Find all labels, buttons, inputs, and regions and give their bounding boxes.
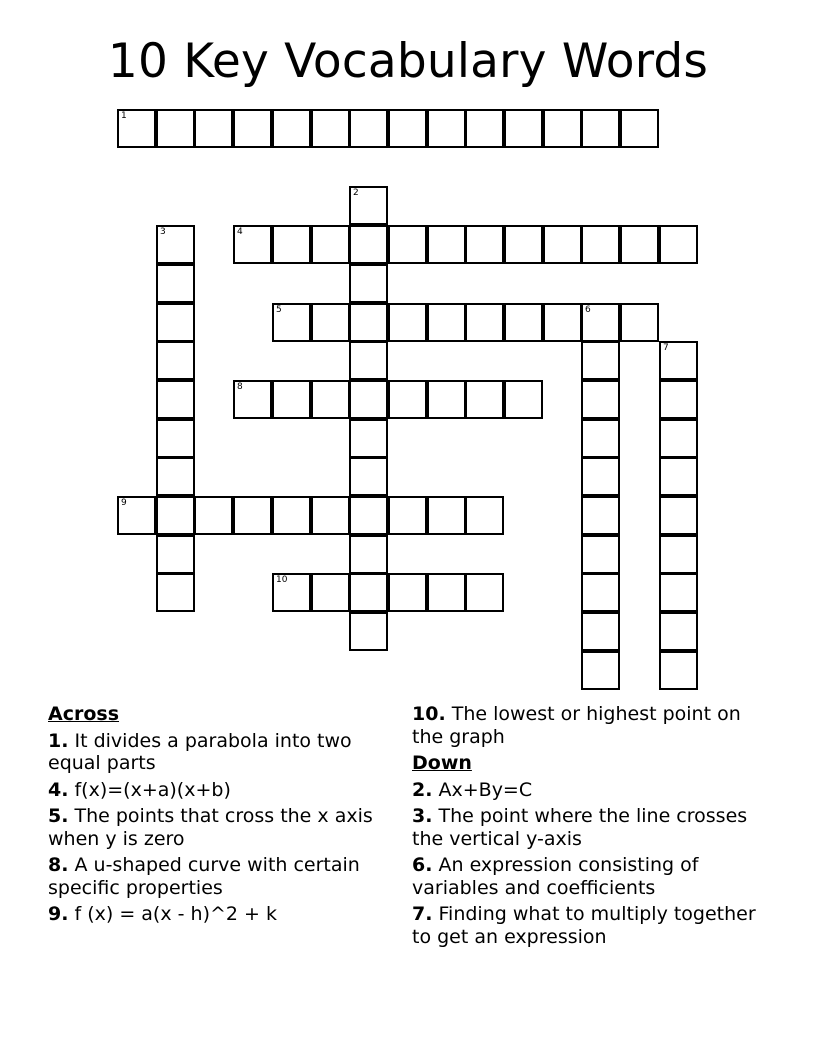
grid-cell[interactable] xyxy=(156,457,195,496)
grid-cell[interactable] xyxy=(156,303,195,342)
clue-number: 3. xyxy=(412,805,433,827)
grid-cell[interactable] xyxy=(659,380,698,419)
grid-cell[interactable] xyxy=(194,109,233,148)
grid-cell[interactable] xyxy=(311,303,350,342)
clue-across-9 xyxy=(48,903,378,926)
clue-text: Finding what to multiply together to get an expression xyxy=(412,903,756,948)
grid-cell[interactable] xyxy=(117,496,156,535)
grid-cell[interactable] xyxy=(543,303,582,342)
clue-text: A u-shaped curve with certain specific properties xyxy=(48,854,360,899)
clue-across-1 xyxy=(48,730,378,775)
grid-cell[interactable] xyxy=(620,225,659,264)
grid-cell[interactable] xyxy=(349,573,388,612)
grid-cell[interactable] xyxy=(272,303,311,342)
cell-number: 2 xyxy=(353,188,359,198)
grid-cell[interactable] xyxy=(156,496,195,535)
grid-cell[interactable] xyxy=(233,109,272,148)
cell-number: 10 xyxy=(276,575,288,585)
grid-cell[interactable] xyxy=(659,651,698,690)
clue-down-7 xyxy=(412,903,772,948)
clue-text: Ax+By=C xyxy=(432,778,533,801)
grid-cell[interactable] xyxy=(233,225,272,264)
grid-cell[interactable] xyxy=(233,496,272,535)
grid-cell[interactable] xyxy=(156,225,195,264)
grid-cell[interactable] xyxy=(156,535,195,574)
clues-column-left xyxy=(48,703,378,930)
grid-cell[interactable] xyxy=(349,496,388,535)
grid-cell[interactable] xyxy=(620,109,659,148)
grid-cell[interactable] xyxy=(311,380,350,419)
grid-cell[interactable] xyxy=(388,380,427,419)
clue-text: The point where the line crosses the vertical y-axis xyxy=(412,805,748,850)
grid-cell[interactable] xyxy=(311,573,350,612)
grid-cell[interactable] xyxy=(581,380,620,419)
clue-number: 5. xyxy=(48,805,69,827)
grid-cell[interactable] xyxy=(349,225,388,264)
cell-number: 1 xyxy=(121,111,127,121)
grid-cell[interactable] xyxy=(659,419,698,458)
grid-cell[interactable] xyxy=(659,225,698,264)
grid-cell[interactable] xyxy=(194,496,233,535)
grid-cell[interactable] xyxy=(427,109,466,148)
grid-cell[interactable] xyxy=(349,612,388,651)
grid-cell[interactable] xyxy=(581,573,620,612)
grid-cell[interactable] xyxy=(388,109,427,148)
grid-cell[interactable] xyxy=(465,303,504,342)
grid-cell[interactable] xyxy=(311,496,350,535)
grid-cell[interactable] xyxy=(659,457,698,496)
grid-cell[interactable] xyxy=(156,109,195,148)
cell-number: 4 xyxy=(237,227,243,237)
grid-cell[interactable] xyxy=(465,109,504,148)
grid-cell[interactable] xyxy=(504,109,543,148)
clue-number: 9. xyxy=(48,903,69,925)
clue-down-3 xyxy=(412,805,772,850)
grid-cell[interactable] xyxy=(311,225,350,264)
grid-cell[interactable] xyxy=(117,109,156,148)
clue-across-8 xyxy=(48,854,378,899)
cell-number: 5 xyxy=(276,305,282,315)
grid-cell[interactable] xyxy=(581,612,620,651)
down-heading: Down xyxy=(412,752,472,774)
grid-cell[interactable] xyxy=(465,380,504,419)
grid-cell[interactable] xyxy=(427,573,466,612)
clues-column-right xyxy=(412,703,772,952)
grid-cell[interactable] xyxy=(581,109,620,148)
grid-cell[interactable] xyxy=(465,225,504,264)
cell-number: 8 xyxy=(237,382,243,392)
grid-cell[interactable] xyxy=(581,496,620,535)
clue-text: The points that cross the x axis when y is zero xyxy=(48,805,373,850)
clue-number: 2. xyxy=(412,778,433,801)
clue-number: 6. xyxy=(412,854,433,876)
grid-cell[interactable] xyxy=(659,573,698,612)
across-heading: Across xyxy=(48,703,120,725)
grid-cell[interactable] xyxy=(659,496,698,535)
cell-number: 6 xyxy=(585,305,591,315)
grid-cell[interactable] xyxy=(659,341,698,380)
grid-cell[interactable] xyxy=(581,341,620,380)
grid-cell[interactable] xyxy=(581,225,620,264)
grid-cell[interactable] xyxy=(349,303,388,342)
grid-cell[interactable] xyxy=(311,109,350,148)
grid-cell[interactable] xyxy=(543,109,582,148)
grid-cell[interactable] xyxy=(543,225,582,264)
grid-cell[interactable] xyxy=(272,225,311,264)
grid-cell[interactable] xyxy=(581,419,620,458)
grid-cell[interactable] xyxy=(504,380,543,419)
grid-cell[interactable] xyxy=(581,651,620,690)
grid-cell[interactable] xyxy=(156,341,195,380)
grid-cell[interactable] xyxy=(388,496,427,535)
cell-number: 3 xyxy=(160,227,166,237)
grid-cell[interactable] xyxy=(659,612,698,651)
grid-cell[interactable] xyxy=(427,496,466,535)
cell-number: 9 xyxy=(121,498,127,508)
clue-text: f (x) = a(x - h)^2 + k xyxy=(68,903,277,925)
grid-cell[interactable] xyxy=(504,225,543,264)
grid-cell[interactable] xyxy=(349,535,388,574)
grid-cell[interactable] xyxy=(465,496,504,535)
grid-cell[interactable] xyxy=(156,264,195,303)
clue-number: 4. xyxy=(48,778,69,801)
clue-across-4 xyxy=(48,779,378,802)
grid-cell[interactable] xyxy=(233,380,272,419)
grid-cell[interactable] xyxy=(388,225,427,264)
grid-cell[interactable] xyxy=(349,457,388,496)
grid-cell[interactable] xyxy=(349,264,388,303)
grid-cell[interactable] xyxy=(581,303,620,342)
grid-cell[interactable] xyxy=(388,303,427,342)
grid-cell[interactable] xyxy=(349,419,388,458)
clue-text: It divides a parabola into two equal parts xyxy=(48,729,352,774)
clue-number: 7. xyxy=(412,903,433,925)
grid-cell[interactable] xyxy=(581,535,620,574)
grid-cell[interactable] xyxy=(581,457,620,496)
clue-text: f(x)=(x+a)(x+b) xyxy=(68,778,231,801)
grid-cell[interactable] xyxy=(272,109,311,148)
puzzle-title: 10 Key Vocabulary Words xyxy=(107,34,709,89)
grid-cell[interactable] xyxy=(427,380,466,419)
grid-cell[interactable] xyxy=(465,573,504,612)
grid-cell[interactable] xyxy=(272,573,311,612)
grid-cell[interactable] xyxy=(156,380,195,419)
grid-cell[interactable] xyxy=(349,341,388,380)
grid-cell[interactable] xyxy=(349,186,388,225)
grid-cell[interactable] xyxy=(349,380,388,419)
grid-cell[interactable] xyxy=(349,109,388,148)
clue-text: The lowest or highest point on the graph xyxy=(412,703,741,748)
clue-across-10 xyxy=(412,703,772,748)
grid-cell[interactable] xyxy=(272,380,311,419)
clue-text: An expression consisting of variables and coefficients xyxy=(412,854,699,899)
clue-number: 1. xyxy=(48,729,69,752)
cell-number: 7 xyxy=(663,343,669,353)
clue-down-2 xyxy=(412,779,772,802)
grid-cell[interactable] xyxy=(620,303,659,342)
clue-down-6 xyxy=(412,854,772,899)
grid-cell[interactable] xyxy=(272,496,311,535)
grid-cell[interactable] xyxy=(156,573,195,612)
grid-cell[interactable] xyxy=(156,419,195,458)
clue-number: 10. xyxy=(412,703,446,725)
grid-cell[interactable] xyxy=(427,303,466,342)
clue-number: 8. xyxy=(48,854,69,876)
grid-cell[interactable] xyxy=(427,225,466,264)
grid-cell[interactable] xyxy=(659,535,698,574)
grid-cell[interactable] xyxy=(388,573,427,612)
clue-across-5 xyxy=(48,805,378,850)
grid-cell[interactable] xyxy=(504,303,543,342)
